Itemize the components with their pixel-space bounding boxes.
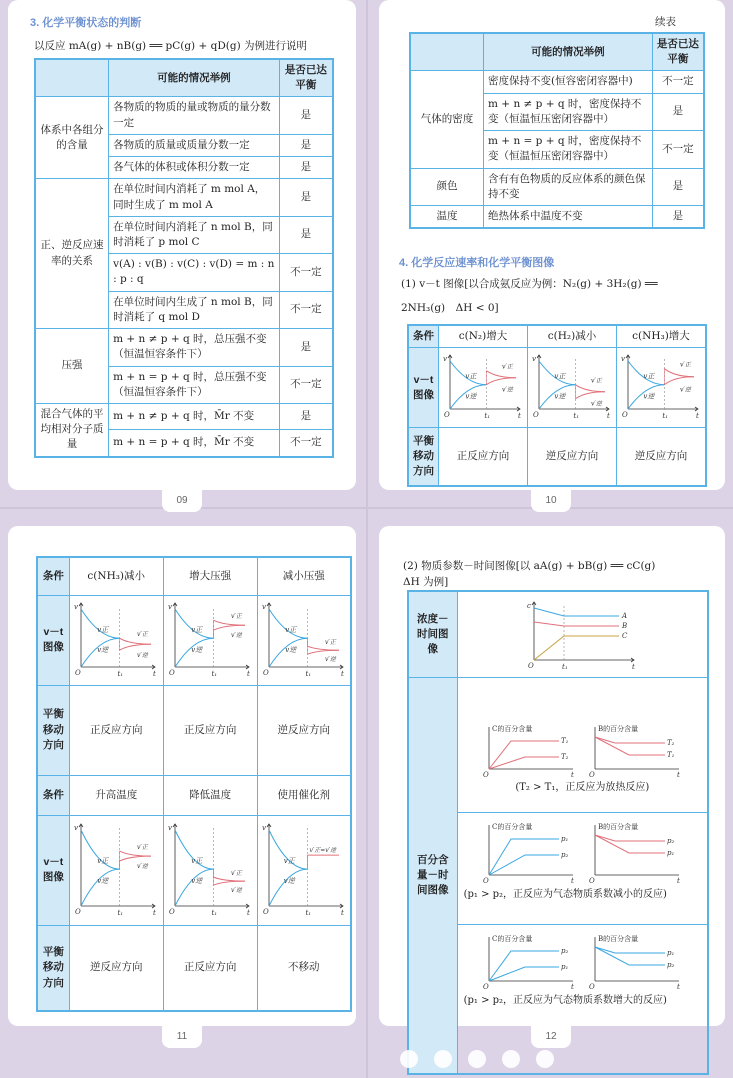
curve-2-label: p₁ (667, 849, 675, 858)
row-label-condition: 条件 (37, 557, 69, 595)
page-number: 09 (162, 490, 202, 512)
row-label-shift: 平衡移动方向 (37, 925, 69, 1011)
x-axis-label: t (571, 771, 575, 780)
v-rev-prime-label: v′逆 (137, 651, 148, 659)
vt-graph (165, 818, 255, 918)
origin-label: O (622, 411, 628, 420)
v-fwd-label: v正 (465, 372, 477, 381)
series-C-label: C (622, 632, 628, 640)
v-fwd-prime-curve (120, 856, 152, 861)
origin-label: O (589, 771, 596, 780)
table-row (410, 205, 704, 228)
v-eq-label: v′正=v′逆 (309, 846, 336, 854)
result-cell: 是 (279, 179, 333, 216)
note-pressure-2: (p₁ > p₂，正反应为气态物质系数增大的反应) (463, 995, 667, 1007)
t1-label: t₁ (484, 412, 491, 421)
v-rev-prime-curve (664, 369, 694, 377)
vt-table-1 (407, 324, 707, 487)
v-fwd-label: v正 (191, 856, 203, 865)
y-axis-label: v (74, 602, 79, 611)
origin-label: O (169, 668, 175, 677)
example-cell: m + n ≠ p + q 时，密度保持不变（恒温恒压密闭容器中） (484, 93, 653, 130)
graph-title: C的百分含量 (492, 935, 533, 944)
v-rev-prime-curve (486, 371, 516, 378)
v-rev-label: v逆 (283, 876, 295, 885)
v-fwd-label: v正 (643, 372, 655, 381)
group-label: 压强 (35, 329, 109, 404)
sub1-line2: 2NH₃(g) ΔH < 0] (401, 302, 499, 314)
vt-graph (71, 597, 161, 679)
series-B (534, 622, 619, 626)
v-rev-prime-curve (120, 644, 152, 650)
group-label: 混合气体的平均相对分子质量 (35, 403, 109, 456)
example-cell: 各物质的质量或质量分数一定 (109, 134, 280, 156)
example-cell: v(A) : v(B) : v(C) : v(D) = m : n : p : q (109, 254, 280, 291)
table-row (35, 329, 333, 366)
y-axis-label: v (621, 355, 625, 364)
group-label: 颜色 (410, 168, 484, 205)
v-rev-label: v逆 (554, 392, 566, 401)
curve-1-label: p₂ (561, 947, 569, 956)
result-cell: 不一定 (279, 291, 333, 328)
b-percent-graph (587, 817, 683, 885)
origin-label: O (483, 877, 490, 886)
v-reverse-curve (269, 869, 307, 906)
origin-label: O (169, 907, 175, 916)
condition-cell: 升高温度 (69, 775, 163, 815)
series-C (534, 636, 619, 660)
v-rev-prime-label: v′逆 (231, 631, 242, 639)
curve-2-label: p₂ (561, 851, 569, 860)
series-A-label: A (622, 612, 628, 620)
page-09 (8, 0, 356, 506)
v-rev-prime-label: v′逆 (680, 386, 691, 394)
v-fwd-prime-curve (120, 638, 152, 644)
result-cell: 不一定 (279, 254, 333, 291)
group-label: 气体的密度 (410, 71, 484, 168)
example-cell: m + n = p + q 时，密度保持不变（恒温恒压密闭容器中） (484, 131, 653, 168)
vt-graph (618, 349, 704, 421)
v-fwd-prime-label: v′正 (137, 843, 148, 851)
sub1-line1: (1) v－t 图像[以合成氨反应为例：N₂(g) + 3H₂(g) ══ (401, 278, 658, 290)
x-axis-label: t (153, 908, 157, 917)
row-label-graph: v－t 图像 (37, 815, 69, 925)
t1-label: t₁ (211, 669, 218, 678)
vt-graph (259, 597, 349, 679)
v-rev-label: v逆 (97, 645, 109, 654)
page-number: 11 (162, 1026, 202, 1048)
sub2-line2: ΔH 为例] (403, 576, 449, 588)
page-11 (8, 526, 356, 1042)
origin-label: O (262, 668, 269, 677)
v-rev-label: v逆 (191, 876, 203, 885)
result-cell: 是 (279, 216, 333, 253)
y-axis-label: v (74, 823, 79, 832)
note-temperature: (T₂ > T₁，正反应为放热反应) (515, 782, 650, 794)
continued-label: 续表 (655, 16, 676, 28)
v-fwd-label: v正 (191, 625, 203, 634)
example-cell: m + n ≠ p + q 时，M̄r 不变 (109, 403, 280, 429)
t1-label: t₁ (305, 669, 311, 678)
x-axis-label: t (607, 412, 610, 421)
result-cell: 是 (279, 403, 333, 429)
vt-table-2 (36, 556, 352, 1012)
row-label-condition: 条件 (408, 325, 439, 348)
section-title-3: 3. 化学平衡状态的判断 (30, 17, 142, 29)
t1-label: t₁ (305, 908, 311, 917)
header-blank (410, 33, 484, 71)
y-axis-label: v (443, 355, 447, 364)
v-rev-label: v逆 (643, 392, 655, 401)
v-rev-prime-curve (575, 385, 605, 392)
condition-cell: 使用催化剂 (257, 775, 351, 815)
v-rev-prime-label: v′逆 (591, 400, 602, 408)
c-percent-graph (481, 929, 577, 991)
result-cell: 是 (279, 134, 333, 156)
v-fwd-prime-label: v′正 (231, 869, 242, 877)
v-fwd-label: v正 (283, 856, 295, 865)
v-fwd-prime-label: v′正 (680, 361, 691, 369)
result-cell: 不一定 (279, 430, 333, 457)
curve-1 (489, 741, 559, 769)
example-cell: m + n = p + q 时，总压强不变（恒温恒容条件下） (109, 366, 280, 403)
shift-cell: 逆反应方向 (528, 428, 617, 486)
result-cell: 是 (279, 329, 333, 366)
t1-label: t₁ (117, 669, 124, 678)
t1-label: t₁ (662, 412, 669, 421)
vt-graph (259, 818, 349, 918)
page-10 (379, 0, 725, 506)
v-rev-prime-curve (214, 625, 246, 630)
origin-label: O (75, 907, 81, 916)
x-axis-label: t (632, 663, 636, 670)
y-axis-label: v (532, 355, 536, 364)
origin-label: O (483, 983, 490, 992)
graph-title: B的百分含量 (598, 823, 639, 832)
pct-block-temperature (458, 715, 707, 813)
y-axis-label: v (261, 823, 266, 832)
example-cell: 绝热体系中温度不变 (484, 205, 653, 228)
intro-line: 以反应 mA(g) + nB(g) ══ pC(g) + qD(g) 为例进行说明 (34, 40, 308, 52)
condition-cell: 增大压强 (163, 557, 257, 595)
curve-1-label: p₁ (561, 835, 569, 844)
y-axis-label: v (168, 602, 173, 611)
x-axis-label: t (696, 412, 699, 421)
v-rev-prime-label: v′逆 (502, 386, 513, 394)
v-fwd-prime-label: v′正 (324, 638, 336, 646)
x-axis-label: t (153, 669, 157, 678)
v-reverse-curve (81, 869, 119, 906)
page-12 (379, 526, 725, 1042)
row-label-graph: v－t 图像 (37, 595, 69, 685)
t1-label: t₁ (211, 908, 218, 917)
row-label-pct: 百分含量－时间图像 (408, 678, 457, 1074)
v-rev-prime-label: v′逆 (324, 655, 336, 663)
x-axis-label: t (247, 908, 250, 917)
row-label-graph: v－t 图像 (408, 348, 439, 428)
x-axis-label: t (677, 983, 681, 992)
curve-1-label: p₁ (667, 949, 675, 958)
group-label: 温度 (410, 205, 484, 228)
example-cell: 在单位时间内消耗了 m mol A，同时生成了 m mol A (109, 179, 280, 216)
result-cell: 是 (652, 93, 704, 130)
v-fwd-prime-label: v′正 (502, 363, 513, 371)
origin-label: O (528, 662, 535, 670)
curve-1-label: p₂ (667, 837, 675, 846)
x-axis-label: t (571, 983, 575, 992)
x-axis-label: t (518, 412, 521, 421)
v-fwd-prime-label: v′正 (591, 377, 602, 385)
v-rev-label: v逆 (465, 392, 477, 401)
shift-cell: 正反应方向 (163, 925, 257, 1011)
curve-2 (489, 757, 559, 769)
v-rev-label: v逆 (285, 645, 297, 654)
page-number: 12 (531, 1026, 571, 1048)
origin-label: O (262, 907, 269, 916)
v-fwd-prime-curve (214, 881, 246, 885)
v-rev-prime-curve (307, 650, 339, 654)
x-axis-label: t (677, 771, 681, 780)
condition-cell: 减小压强 (257, 557, 351, 595)
v-reverse-curve (175, 869, 213, 906)
result-cell: 是 (652, 168, 704, 205)
origin-label: O (589, 877, 596, 886)
page-number: 10 (531, 490, 571, 512)
example-cell: 密度保持不变(恒容密闭容器中) (484, 71, 653, 93)
vt-graph (529, 349, 615, 421)
result-cell: 不一定 (652, 131, 704, 168)
example-cell: 各气体的体积或体积分数一定 (109, 157, 280, 179)
v-fwd-prime-curve (575, 392, 605, 399)
example-cell: m + n = p + q 时，M̄r 不变 (109, 430, 280, 457)
x-axis-label: t (677, 877, 681, 886)
result-cell: 是 (279, 157, 333, 179)
v-rev-label: v逆 (97, 876, 109, 885)
table-row (410, 168, 704, 205)
v-fwd-prime-curve (664, 377, 694, 385)
y-axis-label: c (527, 602, 532, 610)
result-cell: 是 (279, 97, 333, 134)
curve-2-label: T₂ (561, 753, 569, 762)
curve-2-label: T₁ (667, 751, 675, 760)
condition-cell: 降低温度 (163, 775, 257, 815)
v-fwd-prime-label: v′正 (231, 612, 242, 620)
v-fwd-label: v正 (97, 856, 109, 865)
section-title-4: 4. 化学反应速率和化学平衡图像 (399, 257, 555, 269)
graph-title: C的百分含量 (492, 823, 533, 832)
curve-2 (489, 967, 559, 981)
shift-cell: 逆反应方向 (69, 925, 163, 1011)
shift-cell: 正反应方向 (69, 685, 163, 775)
t1-label: t₁ (117, 908, 124, 917)
origin-label: O (533, 411, 539, 420)
group-label: 正、逆反应速率的关系 (35, 179, 109, 329)
curve-2-label: p₁ (561, 963, 569, 972)
parameter-time-table (407, 590, 709, 1075)
header-blank (35, 59, 109, 97)
table-row (410, 71, 704, 93)
header-example: 可能的情况举例 (484, 33, 653, 71)
row-label-condition: 条件 (37, 775, 69, 815)
header-result: 是否已达平衡 (279, 59, 333, 97)
t1-label: t₁ (562, 663, 568, 670)
result-cell: 不一定 (652, 71, 704, 93)
t1-label: t₁ (573, 412, 580, 421)
condition-cell: c(N₂)增大 (439, 325, 528, 348)
vt-graph (71, 818, 161, 918)
series-B-label: B (622, 622, 628, 630)
v-fwd-label: v正 (554, 372, 566, 381)
shift-cell: 正反应方向 (163, 685, 257, 775)
v-fwd-label: v正 (285, 625, 297, 634)
shift-cell: 不移动 (257, 925, 351, 1011)
v-rev-prime-curve (120, 851, 152, 856)
x-axis-label: t (340, 908, 344, 917)
example-cell: 含有有色物质的反应体系的颜色保持不变 (484, 168, 653, 205)
x-axis-label: t (571, 877, 575, 886)
origin-label: O (589, 983, 596, 992)
table-row (35, 403, 333, 429)
c-percent-graph (481, 817, 577, 885)
equilibrium-judgement-table-continued (409, 32, 705, 229)
x-axis-label: t (340, 669, 344, 678)
sub2-line1: (2) 物质参数－时间图像[以 aA(g) + bB(g) ══ cC(g) (403, 560, 656, 572)
condition-cell: c(H₂)减小 (528, 325, 617, 348)
shift-cell: 正反应方向 (439, 428, 528, 486)
v-fwd-prime-label: v′正 (137, 630, 148, 638)
row-label-conc: 浓度－时间图像 (408, 591, 457, 678)
table-row (35, 97, 333, 134)
horizontal-fold (0, 507, 733, 509)
v-rev-label: v逆 (191, 645, 203, 654)
origin-label: O (75, 668, 81, 677)
row-label-shift: 平衡移动方向 (408, 428, 439, 486)
concentration-time-graph (522, 594, 642, 670)
shift-cell: 逆反应方向 (617, 428, 707, 486)
v-rev-prime-curve (214, 877, 246, 881)
b-percent-graph (587, 719, 683, 779)
v-rev-prime-label: v′逆 (137, 862, 148, 870)
condition-cell: c(NH₃)减小 (69, 557, 163, 595)
c-percent-graph (481, 719, 577, 779)
condition-cell: c(NH₃)增大 (617, 325, 707, 348)
pct-block-pressure-1 (458, 813, 707, 925)
table-row (35, 179, 333, 216)
header-result: 是否已达平衡 (652, 33, 704, 71)
v-fwd-prime-curve (307, 646, 339, 650)
v-fwd-label: v正 (97, 625, 109, 634)
group-label: 体系中各组分的含量 (35, 97, 109, 179)
vt-graph (165, 597, 255, 679)
example-cell: 各物质的物质的量或物质的量分数一定 (109, 97, 280, 134)
note-pressure-1: (p₁ > p₂，正反应为气态物质系数减小的反应) (463, 889, 667, 901)
graph-title: C的百分含量 (492, 725, 533, 734)
example-cell: m + n ≠ p + q 时，总压强不变（恒温恒容条件下） (109, 329, 280, 366)
graph-title: B的百分含量 (598, 725, 639, 734)
b-percent-graph (587, 929, 683, 991)
origin-label: O (483, 771, 490, 780)
v-rev-prime-label: v′逆 (231, 886, 242, 894)
bottom-decoration (400, 1050, 720, 1070)
example-cell: 在单位时间内消耗了 n mol B，同时消耗了 p mol C (109, 216, 280, 253)
curve-2-label: p₂ (667, 961, 675, 970)
graph-title: B的百分含量 (598, 935, 639, 944)
x-axis-label: t (247, 669, 250, 678)
result-cell: 不一定 (279, 366, 333, 403)
v-fwd-prime-curve (486, 378, 516, 385)
example-cell: 在单位时间内生成了 n mol B，同时消耗了 q mol D (109, 291, 280, 328)
header-example: 可能的情况举例 (109, 59, 280, 97)
curve-1-label: T₂ (667, 739, 675, 748)
vt-graph (440, 349, 526, 421)
result-cell: 是 (652, 205, 704, 228)
v-fwd-prime-curve (214, 620, 246, 625)
series-A (534, 608, 619, 616)
center-fold (366, 0, 368, 1078)
y-axis-label: v (261, 602, 266, 611)
origin-label: O (444, 411, 450, 420)
curve-1-label: T₁ (561, 737, 569, 746)
shift-cell: 逆反应方向 (257, 685, 351, 775)
y-axis-label: v (168, 823, 173, 832)
row-label-shift: 平衡移动方向 (37, 685, 69, 775)
equilibrium-judgement-table (34, 58, 334, 458)
pct-block-pressure-2 (458, 925, 707, 1035)
